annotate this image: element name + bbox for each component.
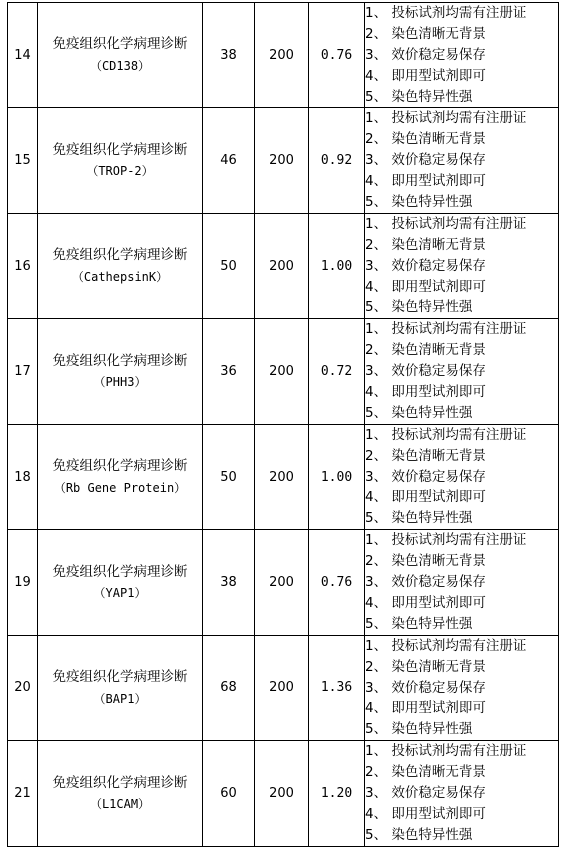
requirement-item: 4、 即用型试剂即可 [365, 805, 486, 822]
count: 200 [255, 213, 309, 318]
requirement-item: 3、 效价稳定易保存 [365, 784, 486, 801]
item-name-cell [38, 108, 203, 213]
requirement-item: 1、 投标试剂均需有注册证 [365, 321, 527, 338]
requirement-item: 1、 投标试剂均需有注册证 [365, 426, 527, 443]
requirement-item: 4、 即用型试剂即可 [365, 278, 486, 295]
quantity: 38 [203, 530, 255, 635]
item-name-cell [38, 213, 203, 318]
item-marker: （CathepsinK） [71, 269, 169, 284]
item-marker: （CD138） [89, 58, 151, 73]
row-number: 21 [8, 741, 38, 846]
count: 200 [255, 741, 309, 846]
requirement-item: 5、 染色特异性强 [365, 88, 473, 105]
unit-price: 0.72 [309, 319, 365, 424]
requirement-item: 2、 染色清晰无背景 [365, 764, 486, 781]
requirement-item: 2、 染色清晰无背景 [365, 553, 486, 570]
item-name: 免疫组织化学病理诊断 [52, 36, 188, 53]
item-name-cell [38, 741, 203, 846]
item-name: 免疫组织化学病理诊断 [52, 774, 188, 791]
unit-price: 0.92 [309, 108, 365, 213]
unit-price: 0.76 [309, 3, 365, 108]
requirements-cell [365, 213, 559, 318]
requirement-item: 3、 效价稳定易保存 [365, 363, 486, 380]
item-name-cell [38, 530, 203, 635]
item-marker: （L1CAM） [89, 797, 151, 812]
requirements-cell [365, 3, 559, 108]
count: 200 [255, 424, 309, 529]
item-name: 免疫组织化学病理诊断 [52, 458, 188, 475]
item-name: 免疫组织化学病理诊断 [52, 669, 188, 686]
requirements-cell [365, 108, 559, 213]
row-number: 16 [8, 213, 38, 318]
requirement-item: 1、 投标试剂均需有注册证 [365, 215, 527, 232]
quantity: 46 [203, 108, 255, 213]
quantity: 38 [203, 3, 255, 108]
requirements-cell [365, 530, 559, 635]
requirement-item: 3、 效价稳定易保存 [365, 257, 486, 274]
item-marker: （YAP1） [93, 586, 147, 601]
requirement-item: 3、 效价稳定易保存 [365, 152, 486, 169]
requirement-item: 2、 染色清晰无背景 [365, 342, 486, 359]
requirement-item: 5、 染色特异性强 [365, 194, 473, 211]
quantity: 36 [203, 319, 255, 424]
requirement-item: 1、 投标试剂均需有注册证 [365, 5, 527, 21]
requirement-item: 3、 效价稳定易保存 [365, 679, 486, 696]
requirement-item: 2、 染色清晰无背景 [365, 658, 486, 675]
requirement-item: 5、 染色特异性强 [365, 826, 473, 843]
requirement-item: 2、 染色清晰无背景 [365, 447, 486, 464]
unit-price: 1.00 [309, 213, 365, 318]
table-row [8, 213, 559, 318]
requirement-item: 5、 染色特异性强 [365, 404, 473, 421]
table-row [8, 635, 559, 740]
requirement-item: 5、 染色特异性强 [365, 721, 473, 738]
requirement-item: 2、 染色清晰无背景 [365, 236, 486, 253]
requirement-item: 1、 投标试剂均需有注册证 [365, 532, 527, 549]
row-number: 19 [8, 530, 38, 635]
count: 200 [255, 319, 309, 424]
item-name: 免疫组织化学病理诊断 [52, 141, 188, 158]
item-name: 免疫组织化学病理诊断 [52, 563, 188, 580]
requirement-item: 3、 效价稳定易保存 [365, 46, 486, 63]
unit-price: 0.76 [309, 530, 365, 635]
requirement-item: 1、 投标试剂均需有注册证 [365, 637, 527, 654]
item-name-cell [38, 635, 203, 740]
item-marker: （BAP1） [93, 691, 147, 706]
table-row [8, 3, 559, 108]
requirement-item: 3、 效价稳定易保存 [365, 574, 486, 591]
item-name-cell [38, 3, 203, 108]
quantity: 68 [203, 635, 255, 740]
procurement-spec-table [7, 2, 559, 847]
quantity: 60 [203, 741, 255, 846]
requirement-item: 4、 即用型试剂即可 [365, 594, 486, 611]
row-number: 18 [8, 424, 38, 529]
table-body [8, 3, 559, 847]
quantity: 50 [203, 424, 255, 529]
requirements-cell [365, 741, 559, 846]
row-number: 15 [8, 108, 38, 213]
requirement-item: 5、 染色特异性强 [365, 510, 473, 527]
row-number: 14 [8, 3, 38, 108]
requirement-item: 4、 即用型试剂即可 [365, 67, 486, 84]
table-row [8, 530, 559, 635]
requirement-item: 5、 染色特异性强 [365, 615, 473, 632]
requirement-item: 4、 即用型试剂即可 [365, 700, 486, 717]
row-number: 17 [8, 319, 38, 424]
requirements-cell [365, 635, 559, 740]
item-name: 免疫组织化学病理诊断 [52, 247, 188, 264]
requirement-item: 5、 染色特异性强 [365, 299, 473, 316]
requirement-item: 1、 投标试剂均需有注册证 [365, 743, 527, 760]
item-marker: （PHH3） [93, 375, 147, 390]
requirement-item: 2、 染色清晰无背景 [365, 25, 486, 42]
table-row [8, 319, 559, 424]
count: 200 [255, 530, 309, 635]
requirement-item: 4、 即用型试剂即可 [365, 384, 486, 401]
requirement-item: 3、 效价稳定易保存 [365, 468, 486, 485]
requirement-item: 1、 投标试剂均需有注册证 [365, 110, 527, 127]
requirements-cell [365, 319, 559, 424]
count: 200 [255, 635, 309, 740]
requirement-item: 2、 染色清晰无背景 [365, 131, 486, 148]
unit-price: 1.00 [309, 424, 365, 529]
unit-price: 1.36 [309, 635, 365, 740]
item-marker: （TROP-2） [86, 164, 154, 179]
requirement-item: 4、 即用型试剂即可 [365, 173, 486, 190]
item-marker: （Rb Gene Protein） [53, 480, 187, 495]
row-number: 20 [8, 635, 38, 740]
unit-price: 1.20 [309, 741, 365, 846]
item-name-cell [38, 319, 203, 424]
requirements-cell [365, 424, 559, 529]
item-name: 免疫组织化学病理诊断 [52, 352, 188, 369]
requirement-item: 4、 即用型试剂即可 [365, 489, 486, 506]
count: 200 [255, 108, 309, 213]
quantity: 50 [203, 213, 255, 318]
table-row [8, 741, 559, 846]
table-row [8, 424, 559, 529]
table-row [8, 108, 559, 213]
item-name-cell [38, 424, 203, 529]
count: 200 [255, 3, 309, 108]
